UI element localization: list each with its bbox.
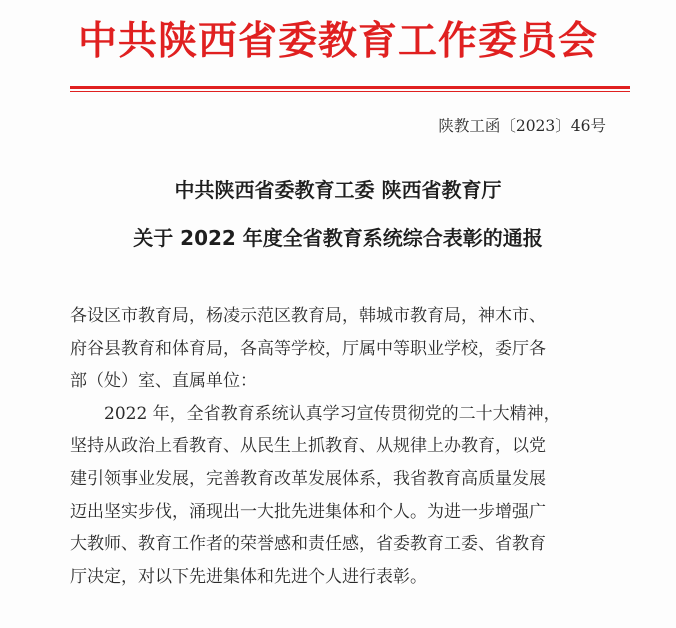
document-title-line-1: 中共陕西省委教育工委 陕西省教育厅 [174,178,502,202]
recipients-line-2: 府谷县教育和体育局，各高等学校，厅属中等职业学校，委厅各 [70,338,546,359]
document-body [70,300,610,593]
paragraph-line-4: 迈出坚实步伐，涌现出一大批先进集体和个人。为进一步增强广 [70,501,546,522]
document-title-line-2: 关于 2022 年度全省教育系统综合表彰的通报 [133,226,543,250]
paragraph-line-2: 坚持从政治上看教育、从民生上抓教育、从规律上办教育，以党 [70,436,546,457]
issuing-organization-title: 中共陕西省委教育工作委员会 [77,19,598,64]
paragraph-line-3: 建引领事业发展，完善教育改革发展体系，我省教育高质量发展 [70,468,546,489]
red-header-rule-thick [70,86,630,89]
paragraph-line-1: 2022 年，全省教育系统认真学习宣传贯彻党的二十大精神， [104,403,561,424]
recipients-line-1: 各设区市教育局，杨凌示范区教育局，韩城市教育局，神木市、 [70,306,546,326]
paragraph-line-5: 大教师、教育工作者的荣誉感和责任感，省委教育工委、省教育 [70,534,546,555]
red-header-rule-thin [70,91,630,92]
recipients-line-3: 部（处）室、直属单位： [70,371,257,392]
paragraph-line-6: 厅决定，对以下先进集体和先进个人进行表彰。 [70,566,427,587]
document-number: 陕教工函〔2023〕46号 [438,117,606,135]
